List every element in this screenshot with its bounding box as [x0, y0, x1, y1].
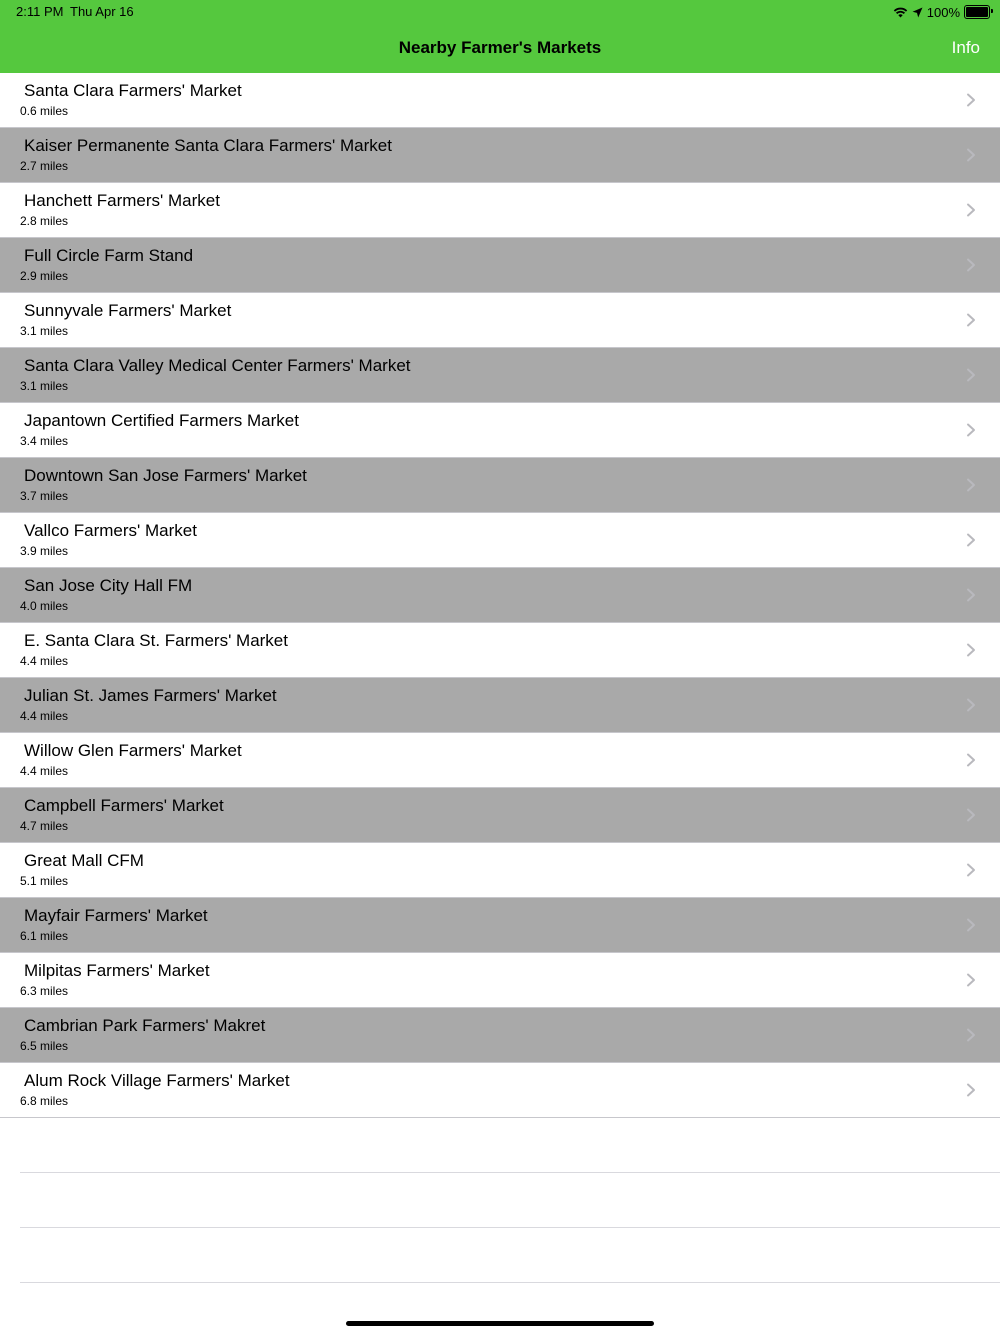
- market-name: Great Mall CFM: [24, 851, 144, 870]
- chevron-right-icon: [964, 368, 978, 382]
- market-name: Mayfair Farmers' Market: [24, 906, 208, 925]
- market-row[interactable]: [0, 513, 1000, 568]
- battery-icon: [964, 5, 990, 19]
- market-row[interactable]: [0, 73, 1000, 128]
- navigation-bar: [0, 0, 1000, 73]
- market-row[interactable]: [0, 953, 1000, 1008]
- market-name: E. Santa Clara St. Farmers' Market: [24, 631, 288, 650]
- market-row[interactable]: [0, 348, 1000, 403]
- market-distance: 2.8 miles: [20, 214, 69, 228]
- market-row[interactable]: [0, 1008, 1000, 1063]
- market-distance: 3.1 miles: [20, 324, 69, 338]
- market-distance: 5.1 miles: [20, 874, 69, 888]
- chevron-right-icon: [964, 93, 978, 107]
- status-indicators: [893, 3, 990, 21]
- chevron-right-icon: [964, 1083, 978, 1097]
- empty-row-separator: [20, 1172, 1000, 1173]
- info-button[interactable]: Info: [951, 38, 980, 57]
- market-name: Full Circle Farm Stand: [24, 246, 194, 265]
- battery-percentage: 100%: [926, 4, 960, 20]
- market-name: Cambrian Park Farmers' Makret: [24, 1016, 266, 1035]
- page-title: Nearby Farmer's Markets: [398, 38, 602, 57]
- market-distance: 0.6 miles: [20, 104, 69, 118]
- market-row[interactable]: [0, 238, 1000, 293]
- status-time: 2:11 PM: [16, 4, 64, 19]
- location-arrow-icon: [912, 7, 923, 18]
- market-distance: 6.5 miles: [20, 1039, 69, 1053]
- chevron-right-icon: [964, 698, 978, 712]
- market-name: Campbell Farmers' Market: [24, 796, 224, 815]
- market-name: Julian St. James Farmers' Market: [24, 686, 277, 705]
- market-row[interactable]: [0, 568, 1000, 623]
- market-distance: 4.0 miles: [20, 599, 69, 613]
- empty-row-separator: [20, 1282, 1000, 1283]
- market-row[interactable]: [0, 678, 1000, 733]
- market-distance: 4.4 miles: [20, 654, 69, 668]
- market-name: Downtown San Jose Farmers' Market: [24, 466, 307, 485]
- market-distance: 4.4 miles: [20, 764, 69, 778]
- market-distance: 2.9 miles: [20, 269, 69, 283]
- market-distance: 4.7 miles: [20, 819, 69, 833]
- market-row[interactable]: [0, 788, 1000, 843]
- market-distance: 6.1 miles: [20, 929, 69, 943]
- market-name: Willow Glen Farmers' Market: [24, 741, 242, 760]
- market-name: Vallco Farmers' Market: [24, 521, 197, 540]
- market-name: Santa Clara Farmers' Market: [24, 81, 242, 100]
- chevron-right-icon: [964, 588, 978, 602]
- market-name: San Jose City Hall FM: [24, 576, 193, 595]
- market-distance: 3.4 miles: [20, 434, 69, 448]
- market-row[interactable]: [0, 128, 1000, 183]
- market-row[interactable]: [0, 1063, 1000, 1118]
- market-distance: 3.7 miles: [20, 489, 69, 503]
- market-row[interactable]: [0, 403, 1000, 458]
- home-indicator[interactable]: [346, 1321, 654, 1326]
- market-row[interactable]: [0, 458, 1000, 513]
- market-list: [0, 73, 1000, 1118]
- market-name: Alum Rock Village Farmers' Market: [24, 1071, 290, 1090]
- market-row[interactable]: [0, 183, 1000, 238]
- chevron-right-icon: [964, 313, 978, 327]
- market-distance: 2.7 miles: [20, 159, 69, 173]
- chevron-right-icon: [964, 643, 978, 657]
- market-row[interactable]: [0, 623, 1000, 678]
- market-distance: 6.3 miles: [20, 984, 69, 998]
- status-date: Thu Apr 16: [70, 4, 134, 19]
- market-row[interactable]: [0, 733, 1000, 788]
- market-name: Japantown Certified Farmers Market: [24, 411, 299, 430]
- market-distance: 3.1 miles: [20, 379, 69, 393]
- market-name: Milpitas Farmers' Market: [24, 961, 210, 980]
- market-name: Santa Clara Valley Medical Center Farmers' Market: [24, 356, 411, 375]
- chevron-right-icon: [964, 148, 978, 162]
- market-distance: 3.9 miles: [20, 544, 69, 558]
- chevron-right-icon: [964, 1028, 978, 1042]
- chevron-right-icon: [964, 258, 978, 272]
- chevron-right-icon: [964, 423, 978, 437]
- chevron-right-icon: [964, 478, 978, 492]
- chevron-right-icon: [964, 863, 978, 877]
- market-name: Kaiser Permanente Santa Clara Farmers' Market: [24, 136, 392, 155]
- market-distance: 6.8 miles: [20, 1094, 69, 1108]
- chevron-right-icon: [964, 753, 978, 767]
- market-distance: 4.4 miles: [20, 709, 69, 723]
- market-row[interactable]: [0, 843, 1000, 898]
- market-row[interactable]: [0, 293, 1000, 348]
- market-row[interactable]: [0, 898, 1000, 953]
- market-name: Hanchett Farmers' Market: [24, 191, 220, 210]
- chevron-right-icon: [964, 808, 978, 822]
- empty-row-separator: [20, 1227, 1000, 1228]
- chevron-right-icon: [964, 973, 978, 987]
- chevron-right-icon: [964, 918, 978, 932]
- wifi-icon: [893, 6, 908, 18]
- market-name: Sunnyvale Farmers' Market: [24, 301, 232, 320]
- chevron-right-icon: [964, 533, 978, 547]
- chevron-right-icon: [964, 203, 978, 217]
